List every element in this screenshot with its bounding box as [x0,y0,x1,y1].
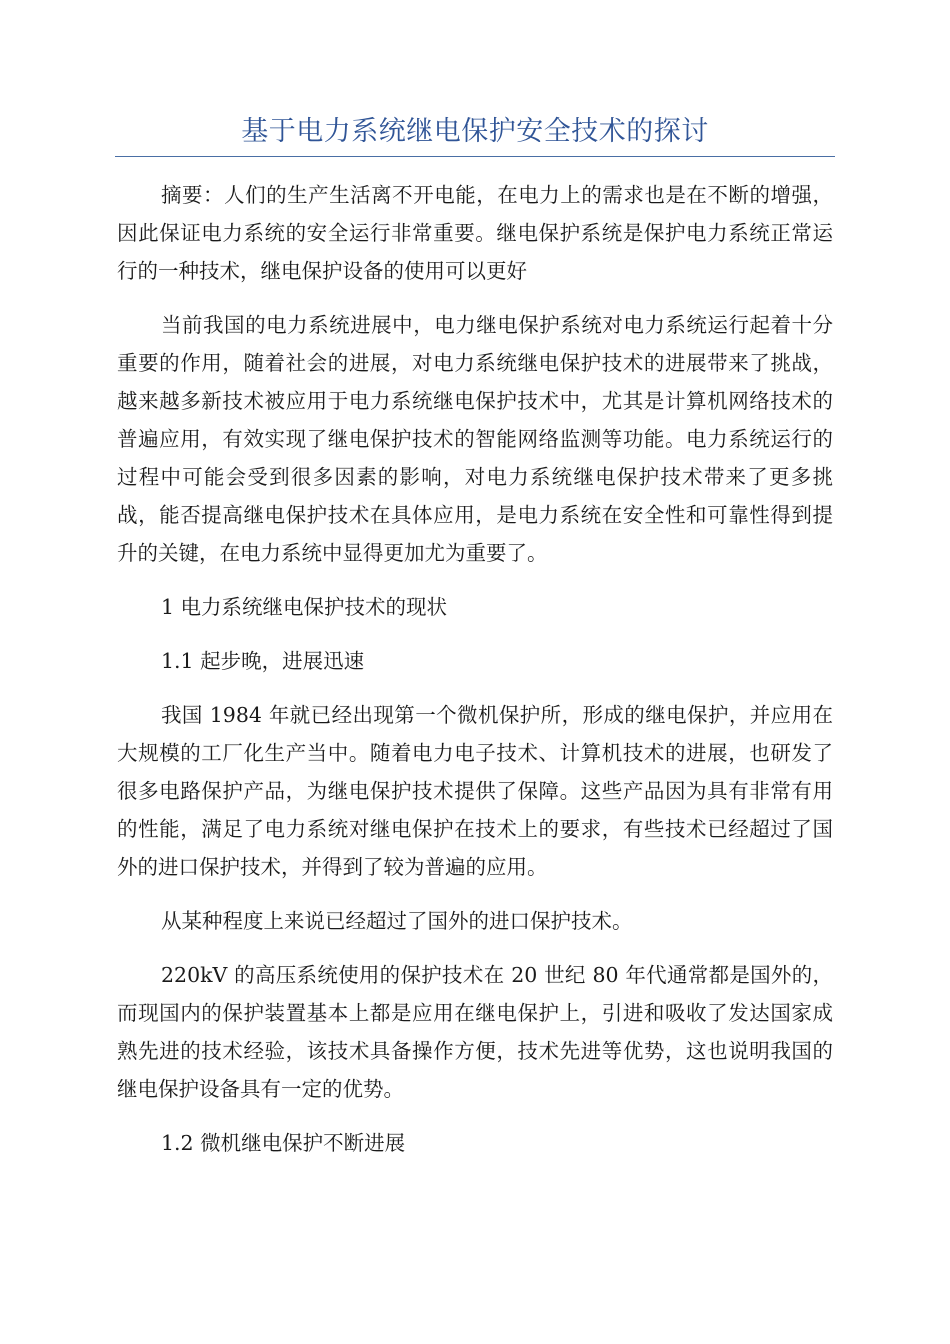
body-paragraph: 从某种程度上来说已经超过了国外的进口保护技术。 [161,909,633,933]
subsection-heading: 1.2 微机继电保护不断进展 [161,1131,406,1155]
document-title: 基于电力系统继电保护安全技术的探讨 [241,116,709,147]
abstract-paragraph: 摘要：人们的生产生活离不开电能，在电力上的需求也是在不断的增强，因此保证电力系统的安全运行非常重要。继电保护系统是保护电力系统正常运行的一种技术，继电保护设备的使用可以更好 [117,183,833,283]
body-paragraph: 我国 1984 年就已经出现第一个微机保护所，形成的继电保护，并应用在大规模的工厂化生产当中。随着电力电子技术、计算机技术的进展，也研发了很多电路保护产品，为继电保护技术提供了保障。这些产品因为具有非常有用的性能，满足了电力系统对继电保护在技术上的要求，有些技术已经超过了国外的进口保护技术，并得到了较为普遍的应用。 [117,703,833,879]
intro-paragraph: 当前我国的电力系统进展中，电力继电保护系统对电力系统运行起着十分重要的作用，随着社会的进展，对电力系统继电保护技术的进展带来了挑战，越来越多新技术被应用于电力系统继电保护技术中，尤其是计算机网络技术的普遍应用，有效实现了继电保护技术的智能网络监测等功能。电力系统运行的过程中可能会受到很多因素的影响，对电力系统继电保护技术带来了更多挑战，能否提高继电保护技术在具体应用，是电力系统在安全性和可靠性得到提升的关键，在电力系统中显得更加尤为重要了。 [117,313,833,565]
title-block [115,112,835,157]
document-body [117,176,833,1178]
body-paragraph: 220kV 的高压系统使用的保护技术在 20 世纪 80 年代通常都是国外的，而现国内的保护装置基本上都是应用在继电保护上，引进和吸收了发达国家成熟先进的技术经验，该技术具备操作方便，技术先进等优势，这也说明我国的继电保护设备具有一定的优势。 [117,963,833,1101]
section-heading: 1 电力系统继电保护技术的现状 [161,595,448,619]
subsection-heading: 1.1 起步晚，进展迅速 [161,649,365,673]
